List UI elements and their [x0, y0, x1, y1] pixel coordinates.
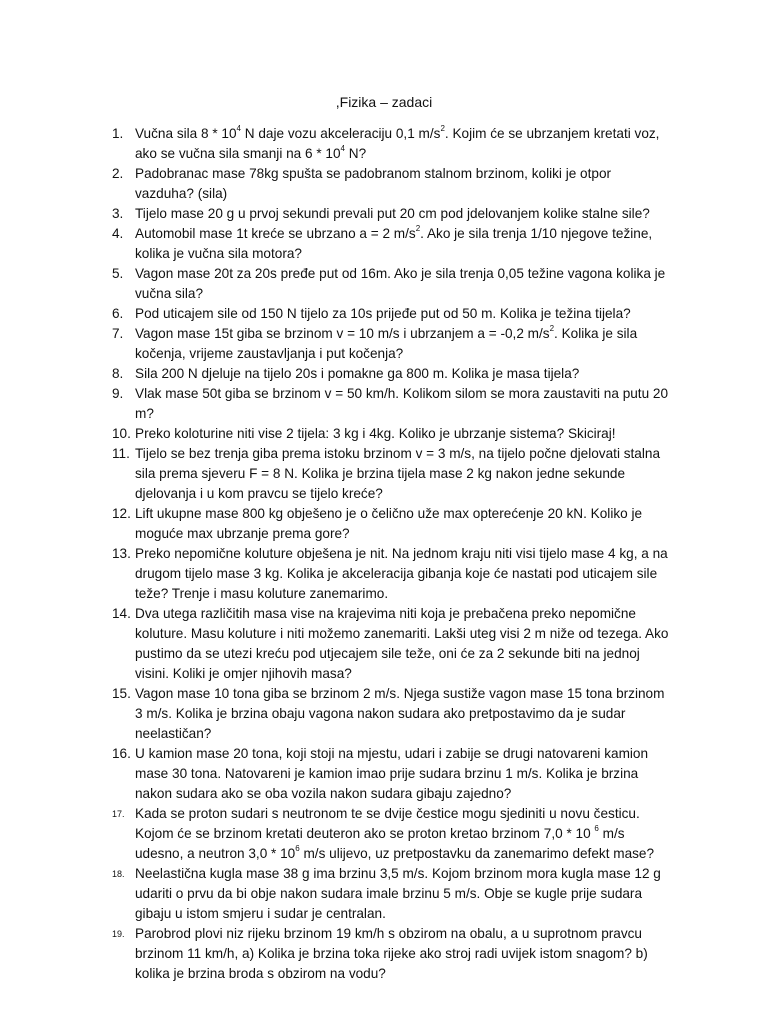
problem-text: Sila 200 N djeluje na tijelo 20s i pomakne ga 800 m. Kolika je masa tijela?	[135, 366, 580, 381]
problem-text: Kada se proton sudari s neutronom te se dvije čestice mogu sjediniti u novu česticu. Kojom će se brzinom kretati deuteron ako se proton kretao brzinom 7,0 * 10 $^6$ m/s udesno, a neutron $3,0 * 10^6$ m/s ulijevo, uz pretpostavku da zanemarimo defekt mase?	[135, 806, 655, 861]
problem-number: 6.	[112, 306, 124, 321]
problem-text: Preko koloturine niti vise 2 tijela: 3 kg i 4kg. Koliko je ubrzanje sistema? Skiciraj!	[135, 426, 616, 441]
problem-item	[100, 304, 670, 324]
problem-text: Neelastična kugla mase 38 g ima brzinu 3,5 m/s. Kojom brzinom mora kugla mase 12 g udariti o prvu da bi obje nakon sudara imale brzinu 5 m/s. Obje se kugle prije sudara gibaju u istom smjeru i sudar je centralan.	[135, 866, 661, 921]
problem-item	[100, 364, 670, 384]
superscript-exponent: 2	[440, 124, 445, 134]
problem-number: 10.	[112, 426, 131, 441]
problem-number: 7.	[112, 326, 124, 341]
problem-item	[100, 444, 670, 504]
superscript-exponent: 2	[415, 224, 421, 234]
problem-number: 8.	[112, 366, 124, 381]
problem-text: Padobranac mase 78kg spušta se padobranom stalnom brzinom, koliki je otpor vazduha? (sila)	[135, 166, 612, 201]
problem-number: 16.	[112, 746, 131, 761]
problem-text: Dva utega različitih masa vise na krajevima niti koja je prebačena preko nepomične koluture. Masu koluture i niti možemo zanemariti. Lakši uteg visi 2 m niže od tezega. Ako pustimo da se utezi kreću pod utjecajem sile teže, oni će za 2 sekunde biti na jednoj visini. Koliki je omjer njihovih masa?	[135, 606, 669, 681]
problem-item	[100, 804, 670, 864]
problem-item	[100, 424, 670, 444]
problem-number: 3.	[112, 206, 124, 221]
problem-number: 19.	[112, 929, 125, 939]
problem-number: 5.	[112, 266, 124, 281]
superscript-exponent: 6	[295, 844, 300, 854]
problem-item	[100, 124, 670, 164]
problem-item	[100, 864, 670, 924]
problem-text: Lift ukupne mase 800 kg obješeno je o čelično uže max opterećenje 20 kN. Koliko je moguće max ubrzanje prema gore?	[135, 506, 643, 541]
document-title: ,Fizika – zadaci	[335, 94, 433, 110]
problem-list	[100, 124, 670, 984]
problem-text: Vagon mase 20t za 20s pređe put od 16m. Ako je sila trenja 0,05 težine vagona kolika je vučna sila?	[135, 266, 666, 301]
problem-text: Vagon mase 10 tona giba se brzinom 2 m/s. Njega sustiže vagon mase 15 tona brzinom 3 m/s. Kolika je brzina obaju vagona nakon sudara ako pretpostavimo da je sudar neelastičan?	[135, 686, 665, 741]
problem-number: 9.	[112, 386, 124, 401]
problem-number: 1.	[112, 126, 124, 141]
problem-item	[100, 324, 670, 364]
problem-text: U kamion mase 20 tona, koji stoji na mjestu, udari i zabije se drugi natovareni kamion mase 30 tona. Natovareni je kamion imao prije sudara brzinu 1 m/s. Kolika je brzina nakon sudara ako se oba vozila nakon sudara gibaju zajedno?	[135, 746, 649, 801]
problem-text: Preko nepomične koluture obješena je nit. Na jednom kraju niti visi tijelo mase 4 kg, a na drugom tijelo mase 3 kg. Kolika je akceleracija gibanja koje će nastati pod uticajem sile teže? Trenje i masu koluture zanemarimo.	[135, 546, 668, 601]
superscript-exponent: 2	[549, 324, 555, 334]
problem-number: 4.	[112, 226, 124, 241]
problem-item	[100, 224, 670, 264]
problem-item	[100, 924, 670, 984]
problem-number: 11.	[112, 446, 130, 461]
problem-item	[100, 744, 670, 804]
problem-text: Tijelo se bez trenja giba prema istoku brzinom v = 3 m/s, na tijelo počne djelovati stalna sila prema sjeveru F = 8 N. Kolika je brzina tijela mase 2 kg nakon jedne sekunde djelovanja i u kom pravcu se tijelo kreće?	[135, 446, 661, 501]
problem-number: 14.	[112, 606, 131, 621]
problem-item	[100, 504, 670, 544]
problem-item	[100, 384, 670, 424]
superscript-exponent: 4	[340, 144, 345, 154]
problem-text: Vagon mase 15t giba se brzinom v = 10 m/s i ubrzanjem a = -0,2 $m/s^2$. Kolika je sila kočenja, vrijeme zaustavljanja i put kočenja?	[135, 324, 638, 361]
problem-text: Parobrod plovi niz rijeku brzinom 19 km/h s obzirom na obalu, a u suprotnom pravcu brzinom 11 km/h, a) Kolika je brzina toka rijeke ako stroj radi uvijek istom snagom? b) kolika je brzina broda s obzirom na vodu?	[135, 926, 648, 981]
problem-number: 13.	[112, 546, 131, 561]
problem-text: Vlak mase 50t giba se brzinom v = 50 km/h. Kolikom silom se mora zaustaviti na putu 20 m?	[135, 386, 669, 421]
problem-number: 2.	[112, 166, 124, 181]
problem-number: 17.	[112, 809, 125, 819]
problem-text: Vučna sila $8 * 10^4$ N daje vozu akceleraciju 0,1 $m/s^2$. Kojim će se ubrzanjem kretati voz, ako se vučna sila smanji na $6 * 10^4$ N?	[135, 124, 660, 161]
problem-text: Automobil mase 1t kreće se ubrzano a = 2 $m/s^2$. Ako je sila trenja 1/10 njegove težine, kolika je vučna sila motora?	[135, 224, 653, 261]
problem-number: 18.	[112, 869, 125, 879]
problem-item	[100, 544, 670, 604]
problem-item	[100, 604, 670, 684]
problem-item	[100, 264, 670, 304]
superscript-exponent: 6	[594, 824, 599, 834]
problem-item	[100, 204, 670, 224]
superscript-exponent: 4	[236, 124, 241, 134]
problem-item	[100, 164, 670, 204]
problem-item	[100, 684, 670, 744]
problem-number: 12.	[112, 506, 131, 521]
problem-number: 15.	[112, 686, 131, 701]
problem-text: Tijelo mase 20 g u prvoj sekundi prevali put 20 cm pod jdelovanjem kolike stalne sile?	[135, 206, 650, 221]
problem-text: Pod uticajem sile od 150 N tijelo za 10s prijeđe put od 50 m. Kolika je težina tijela?	[135, 306, 631, 321]
